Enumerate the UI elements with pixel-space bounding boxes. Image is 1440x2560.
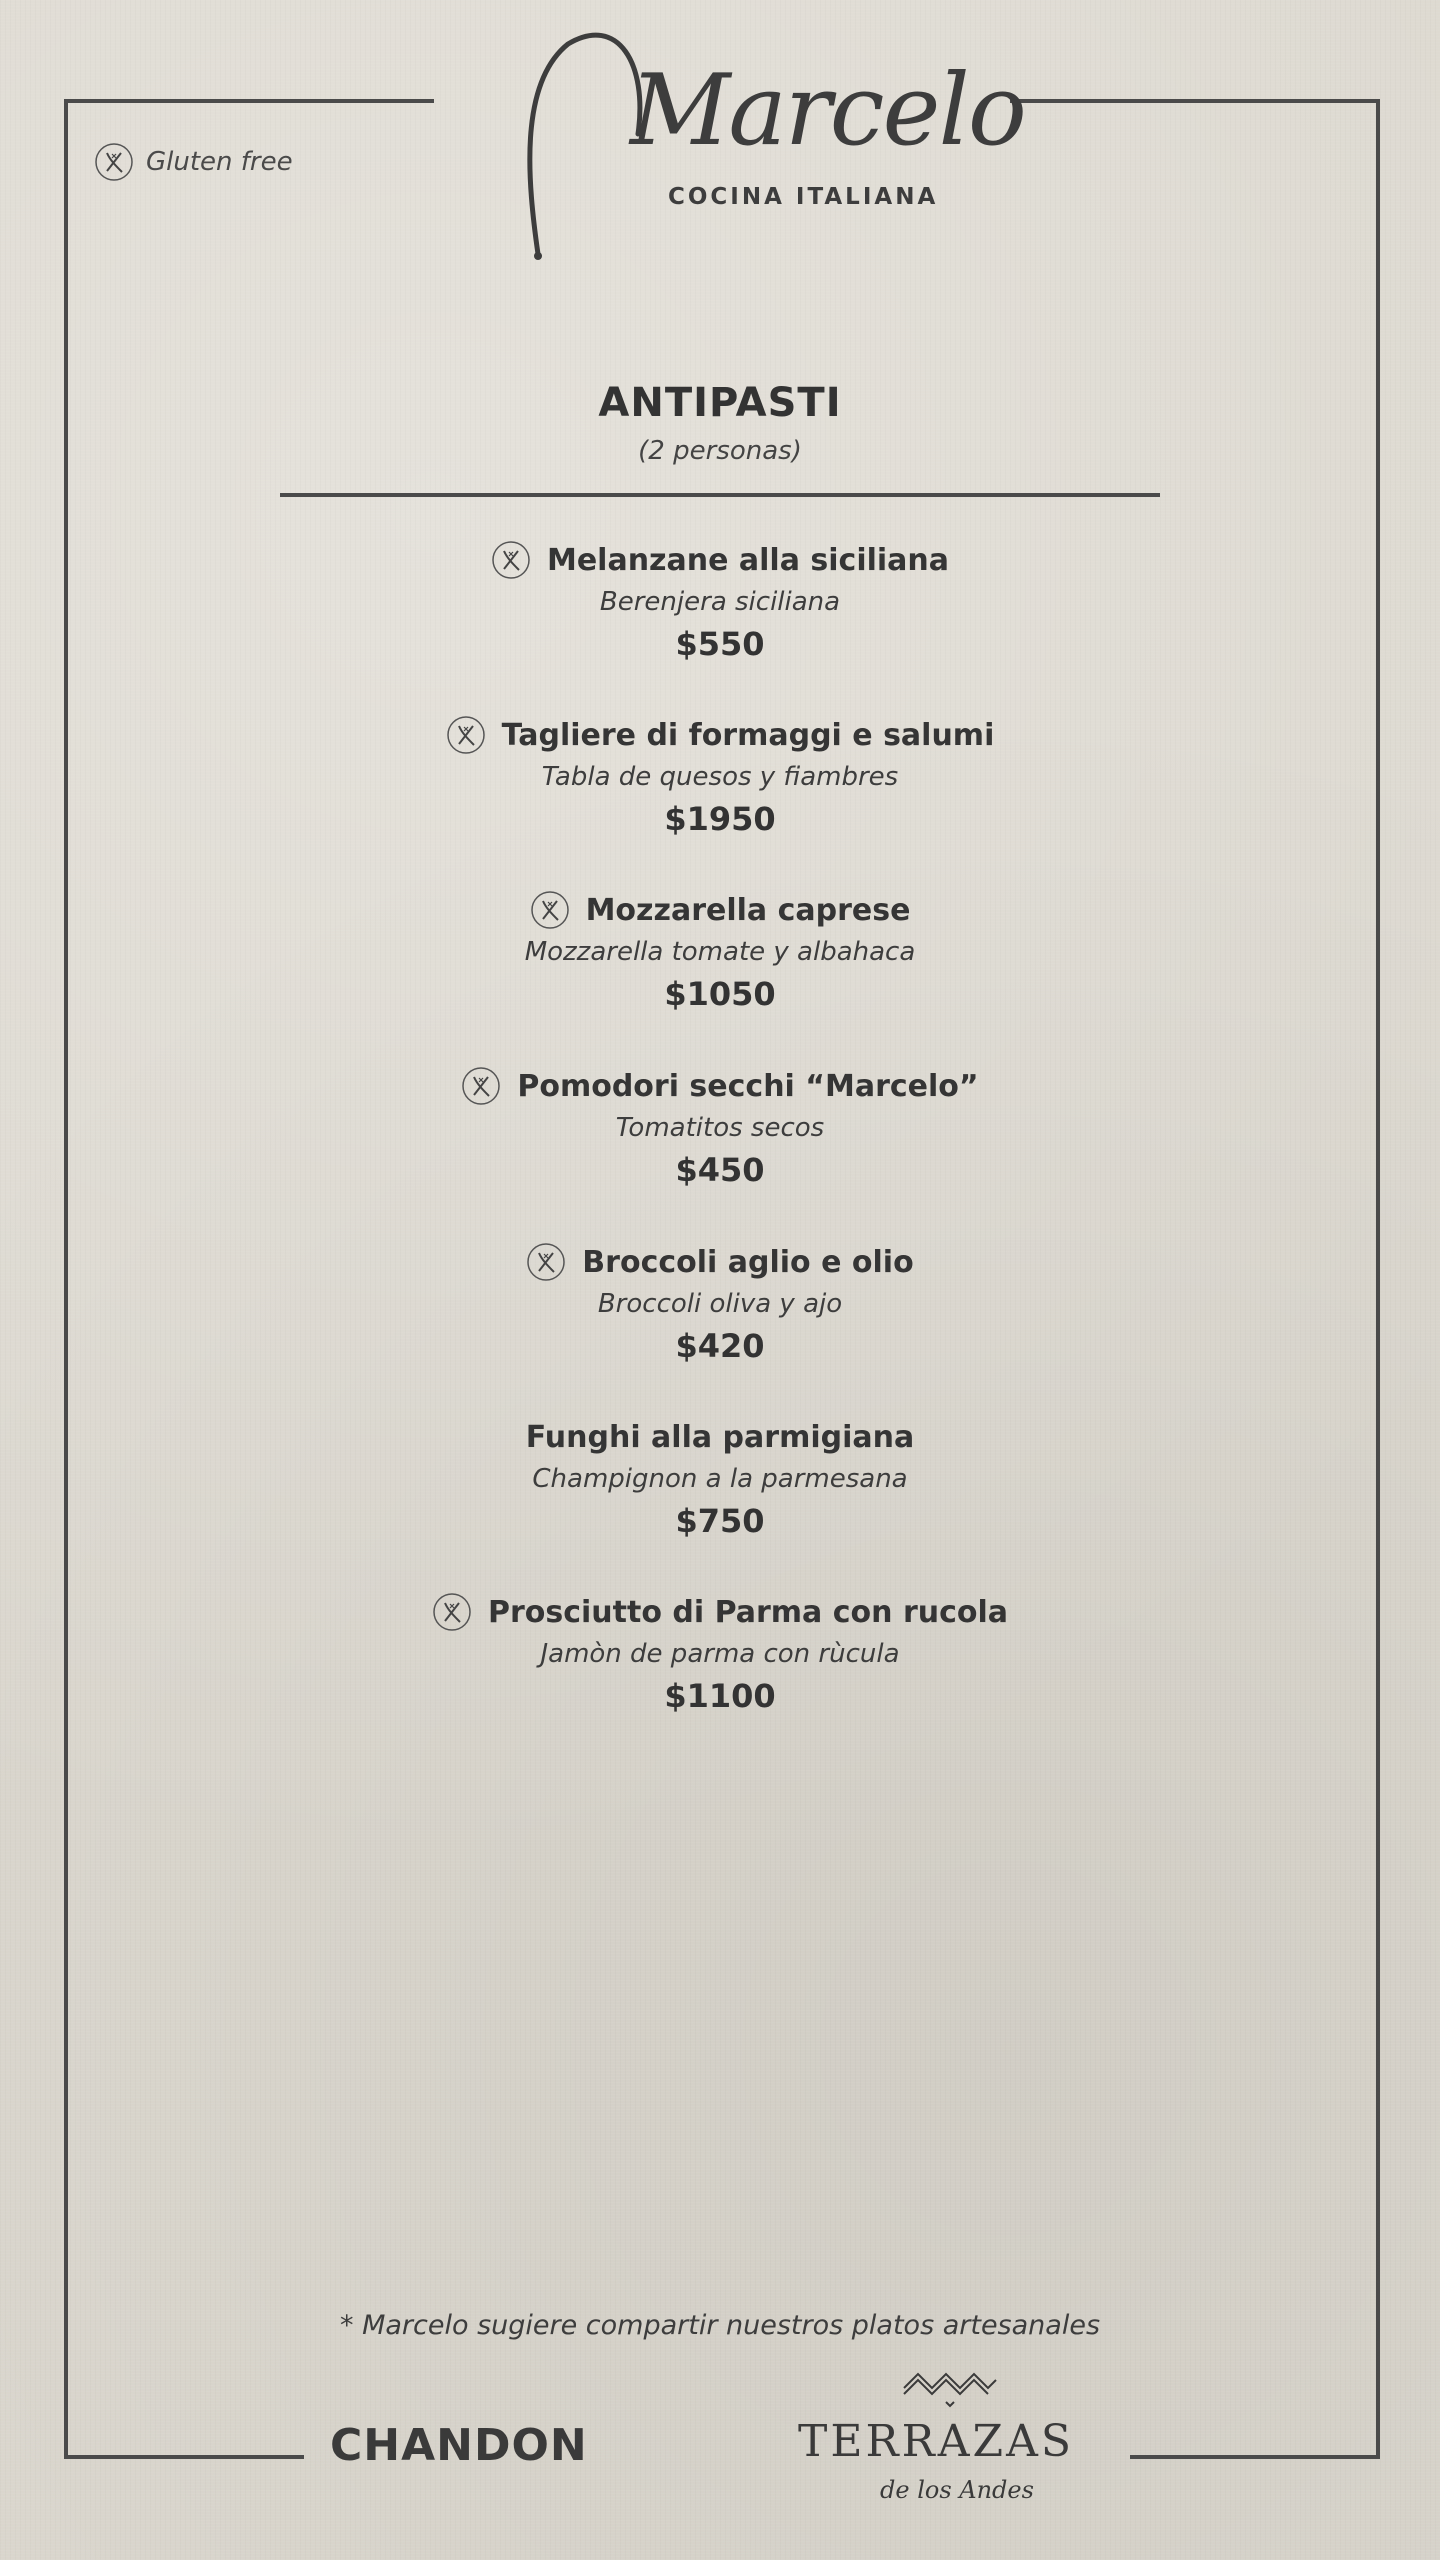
gluten-free-icon <box>526 1242 566 1282</box>
terrazas-emblem-icon <box>900 2366 1000 2410</box>
menu-item-name: Funghi alla parmigiana <box>525 1419 915 1455</box>
menu-item-name: Broccoli aglio e olio <box>582 1244 914 1280</box>
menu-item <box>0 713 1440 839</box>
menu-item-description: Champignon a la parmesana <box>532 1464 908 1494</box>
gluten-free-legend <box>94 142 293 182</box>
menu-item-description: Tabla de quesos y fiambres <box>541 762 899 792</box>
menu-item-name-row <box>0 1240 1440 1284</box>
menu-item-name: Prosciutto di Parma con rucola <box>487 1594 1009 1630</box>
sponsor-terrazas-subtitle: de los Andes <box>880 2476 1034 2504</box>
menu-item-description: Jamòn de parma con rùcula <box>540 1639 900 1669</box>
gluten-free-icon <box>491 540 531 580</box>
footer-note: * Marcelo sugiere compartir nuestros platos artesanales <box>339 2310 1101 2341</box>
menu-item <box>0 1240 1440 1366</box>
menu-item-price: $750 <box>675 1502 765 1540</box>
menu-item-name-row <box>0 538 1440 582</box>
menu-item-name: Mozzarella caprese <box>585 892 911 928</box>
menu-item <box>0 1415 1440 1541</box>
sponsor-chandon-logo: CHANDON <box>330 2420 588 2471</box>
gluten-free-icon <box>432 1592 472 1632</box>
menu-item-price: $550 <box>675 625 765 663</box>
menu-item-name-row <box>0 713 1440 757</box>
gluten-free-icon <box>94 142 134 182</box>
menu-item-description: Berenjera siciliana <box>599 587 841 617</box>
menu-item-name: Melanzane alla siciliana <box>546 542 950 578</box>
menu-item <box>0 888 1440 1014</box>
menu-item <box>0 1064 1440 1190</box>
menu-item-description: Tomatitos secos <box>615 1113 825 1143</box>
menu-item-price: $1100 <box>664 1677 776 1715</box>
menu-item-price: $420 <box>675 1327 765 1365</box>
menu-item-name-row <box>0 1064 1440 1108</box>
menu-item-description: Broccoli oliva y ajo <box>597 1289 843 1319</box>
menu-item-name: Pomodori secchi “Marcelo” <box>517 1068 979 1104</box>
menu-item <box>0 1590 1440 1716</box>
legend-label: Gluten free <box>146 147 293 177</box>
sponsor-terrazas-logo: TERRAZAS <box>798 2416 1074 2467</box>
brand-logo-script: Marcelo <box>630 54 1025 168</box>
gluten-free-icon <box>446 715 486 755</box>
gluten-free-icon <box>461 1066 501 1106</box>
frame-top-left <box>64 99 434 103</box>
menu-item-name-row <box>0 1415 1440 1459</box>
gluten-free-icon <box>530 890 570 930</box>
frame-bottom-right <box>1130 2455 1380 2459</box>
menu-item-price: $1950 <box>664 800 776 838</box>
menu-item-price: $1050 <box>664 975 776 1013</box>
menu-item-name-row <box>0 1590 1440 1634</box>
brand-subtitle: COCINA ITALIANA <box>668 184 939 210</box>
menu-item-price: $450 <box>675 1151 765 1189</box>
menu-item-description: Mozzarella tomate y albahaca <box>524 937 916 967</box>
frame-top-right <box>1010 99 1380 103</box>
section-subtitle: (2 personas) <box>638 436 802 466</box>
menu-item <box>0 538 1440 664</box>
frame-bottom-left <box>64 2455 304 2459</box>
section-title: ANTIPASTI <box>598 380 842 426</box>
section-divider <box>280 493 1160 497</box>
menu-item-name: Tagliere di formaggi e salumi <box>501 717 995 753</box>
menu-item-name-row <box>0 888 1440 932</box>
